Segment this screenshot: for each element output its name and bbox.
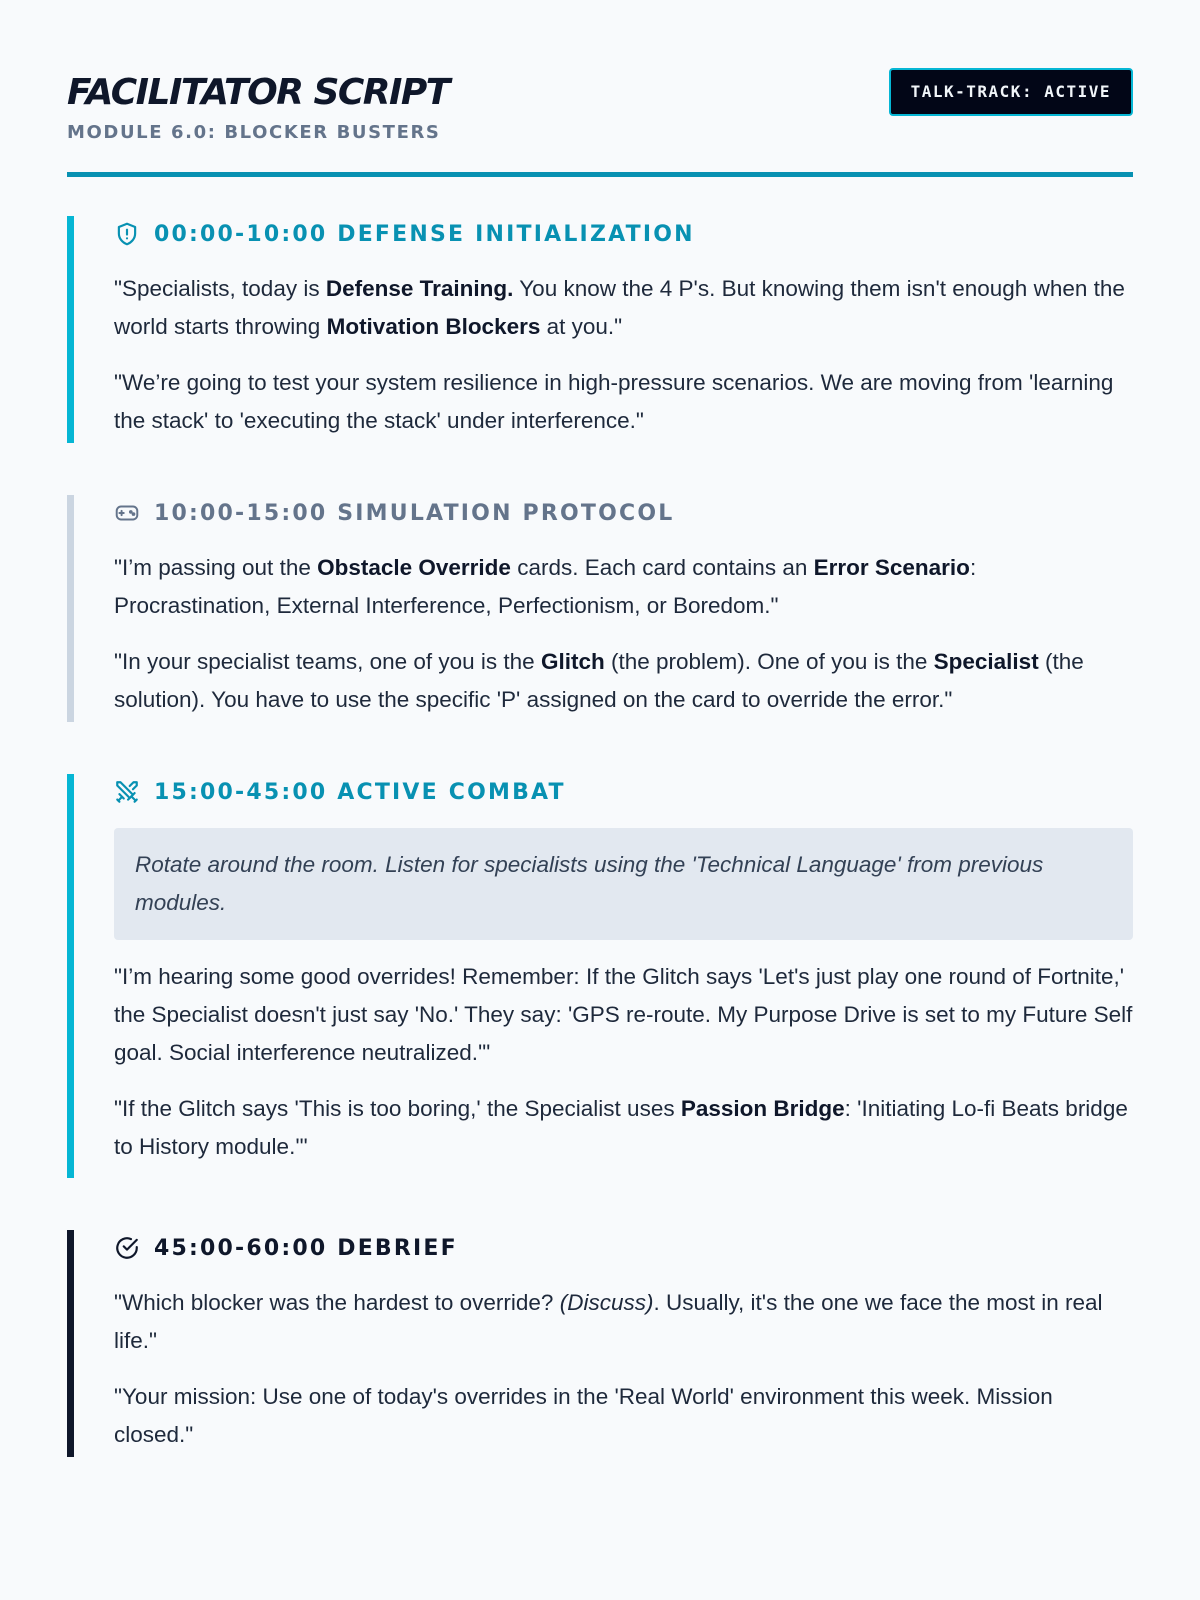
script-paragraph: "We’re going to test your system resilience in high-pressure scenarios. We are moving from 'learning the stack' to 'executing the stack' under interference." xyxy=(114,370,1114,433)
section-simulation-protocol xyxy=(67,495,1133,722)
section-title: 45:00-60:00 DEBRIEF xyxy=(154,1235,458,1261)
section-heading xyxy=(114,495,1133,531)
section-debrief xyxy=(67,1230,1133,1457)
script-paragraph: "If the Glitch says 'This is too boring,' the Specialist uses Passion Bridge: 'Initiating Lo-fi Beats bridge to History module.'" xyxy=(114,1096,1128,1159)
module-subtitle: MODULE 6.0: BLOCKER BUSTERS xyxy=(67,122,441,143)
page-header xyxy=(67,64,1133,177)
page-title: FACILITATOR SCRIPT xyxy=(67,72,449,113)
section-heading xyxy=(114,216,1133,252)
status-badge: TALK-TRACK: ACTIVE xyxy=(889,68,1133,116)
emphasis-text: Error Scenario xyxy=(813,555,970,580)
facilitator-note: Rotate around the room. Listen for specialists using the 'Technical Language' from previous modules. xyxy=(114,828,1133,940)
script-paragraph: "Specialists, today is Defense Training. You know the 4 P's. But knowing them isn't enough when the world starts throwing Motivation Blockers at you." xyxy=(114,276,1125,339)
facilitator-script-page xyxy=(67,64,1133,1447)
emphasis-text: Passion Bridge xyxy=(680,1096,845,1121)
script-paragraph: "In your specialist teams, one of you is the Glitch (the problem). One of you is the Specialist (the solution). You have to use the specific 'P' assigned on the card to override the error." xyxy=(114,649,1084,712)
emphasis-text: Obstacle Override xyxy=(317,555,511,580)
emphasis-text: Motivation Blockers xyxy=(326,314,541,339)
section-heading xyxy=(114,1230,1133,1266)
emphasis-text: Glitch xyxy=(540,649,605,674)
shield-alert-icon xyxy=(114,221,140,247)
emphasis-text: Specialist xyxy=(933,649,1039,674)
italic-text: (Discuss) xyxy=(559,1290,654,1315)
section-title: 10:00-15:00 SIMULATION PROTOCOL xyxy=(154,500,675,526)
section-defense-initialization xyxy=(67,216,1133,443)
section-title: 15:00-45:00 ACTIVE COMBAT xyxy=(154,779,566,805)
section-active-combat xyxy=(67,774,1133,1178)
script-paragraph: "I’m hearing some good overrides! Remember: If the Glitch says 'Let's just play one round of Fortnite,' the Specialist doesn't just say 'No.' They say: 'GPS re-route. My Purpose Drive is set to my Future Self goal. Social interference neutralized.'" xyxy=(114,964,1133,1065)
emphasis-text: Defense Training. xyxy=(325,276,514,301)
gamepad-icon xyxy=(114,500,140,526)
script-paragraph: "Which blocker was the hardest to override? (Discuss). Usually, it's the one we face the most in real life." xyxy=(114,1290,1103,1353)
script-paragraph: "Your mission: Use one of today's overrides in the 'Real World' environment this week. Mission closed." xyxy=(114,1384,1053,1447)
script-paragraph: "I’m passing out the Obstacle Override cards. Each card contains an Error Scenario: Procrastination, External Interference, Perfectionism, or Boredom." xyxy=(114,555,977,618)
section-title: 00:00-10:00 DEFENSE INITIALIZATION xyxy=(154,221,695,247)
crossed-swords-icon xyxy=(114,779,140,805)
section-heading xyxy=(114,774,1133,810)
check-circle-icon xyxy=(114,1235,140,1261)
